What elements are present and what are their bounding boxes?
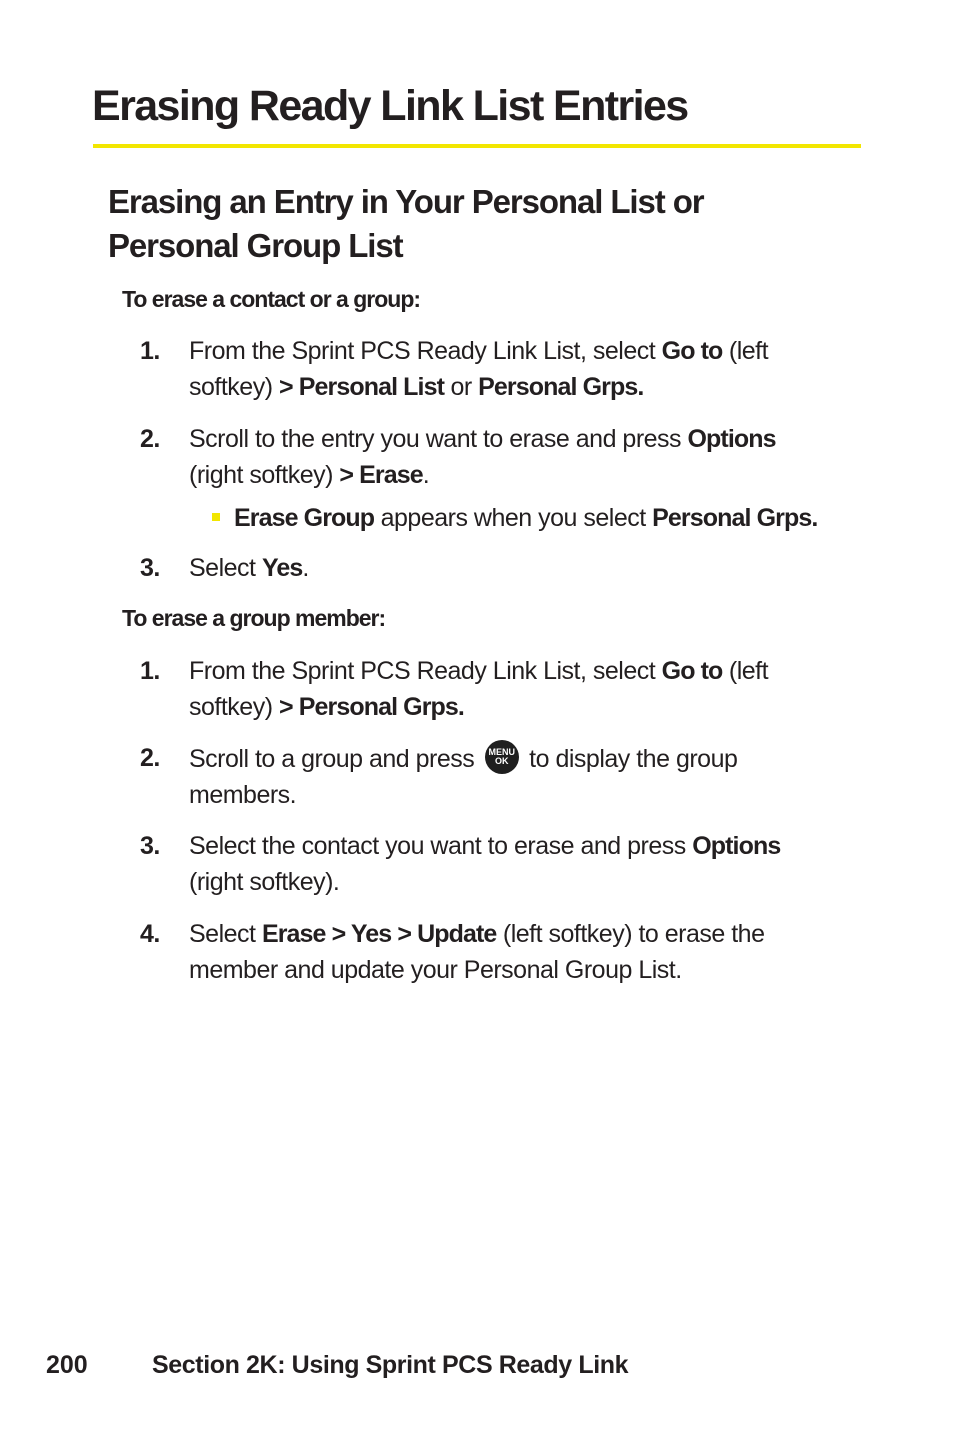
step-number: 2.: [140, 425, 160, 453]
step-text-run: (left: [722, 657, 769, 685]
menu-command: Erase Group: [234, 504, 375, 532]
step-text-run: to display the group: [522, 745, 738, 773]
step-text: [189, 828, 854, 900]
menu-command: Personal Grps.: [478, 373, 644, 401]
step-text-run: From the Sprint PCS Ready Link List, select: [189, 337, 662, 365]
step-text: [189, 421, 854, 493]
step-text: [189, 653, 854, 725]
step-text-run: softkey): [189, 373, 279, 401]
step-text-run: From the Sprint PCS Ready Link List, select: [189, 657, 662, 685]
step-text: [189, 916, 854, 988]
step-text-run: Select the contact you want to erase and press: [189, 832, 693, 860]
menu-command: Yes: [261, 554, 303, 582]
title-rule: [93, 144, 861, 148]
step-number: 1.: [140, 657, 160, 685]
step-text-run: Select: [189, 920, 262, 948]
menu-ok-key-icon: [485, 740, 519, 774]
step-text-run: (right softkey).: [189, 868, 340, 896]
menu-command: Personal Grps.: [652, 504, 818, 532]
step-number: 3.: [140, 554, 160, 582]
note-text-run: appears when you select: [374, 504, 653, 532]
step-text-run: .: [422, 461, 430, 489]
step-number: 3.: [140, 832, 160, 860]
menu-command: > Personal Grps.: [278, 693, 464, 721]
step-text-run: (right softkey): [189, 461, 340, 489]
step-text-run: (left softkey) to erase the: [496, 920, 765, 948]
menu-command: > Personal List: [278, 373, 445, 401]
procedure-label: To erase a group member:: [122, 605, 386, 631]
step-text: [189, 740, 854, 813]
step-text-run: .: [302, 554, 309, 582]
step-text-run: members.: [189, 781, 297, 809]
step-number: 2.: [140, 744, 160, 772]
procedure-label: To erase a contact or a group:: [122, 286, 421, 312]
step-text: [189, 550, 854, 586]
page-title: Erasing Ready Link List Entries: [92, 82, 688, 130]
menu-command: Erase > Yes > Update: [261, 920, 497, 948]
bullet-square-icon: [212, 513, 220, 521]
step-text-run: softkey): [189, 693, 279, 721]
menu-command: Options: [687, 425, 776, 453]
bullet-note: [212, 500, 817, 536]
step-text-run: member and update your Personal Group List.: [189, 956, 682, 984]
step-text-run: Scroll to a group and press: [189, 745, 481, 773]
step-text-run: Select: [189, 554, 262, 582]
step-text: [189, 333, 854, 405]
step-text-run: or: [444, 373, 479, 401]
page-number: 200: [46, 1351, 88, 1379]
menu-command: Go to: [661, 337, 723, 365]
footer-section-title: Section 2K: Using Sprint PCS Ready Link: [152, 1351, 629, 1379]
menu-command: Options: [692, 832, 781, 860]
step-number: 4.: [140, 920, 160, 948]
step-text-run: (left: [722, 337, 769, 365]
icon-label: OK: [494, 756, 509, 766]
step-text-run: Scroll to the entry you want to erase and press: [189, 425, 688, 453]
menu-command: Go to: [661, 657, 723, 685]
section-heading: Erasing an Entry in Your Personal List or Personal Group List: [108, 183, 704, 264]
menu-command: > Erase: [339, 461, 423, 489]
icon-label: MENU: [488, 747, 515, 757]
step-number: 1.: [140, 337, 160, 365]
